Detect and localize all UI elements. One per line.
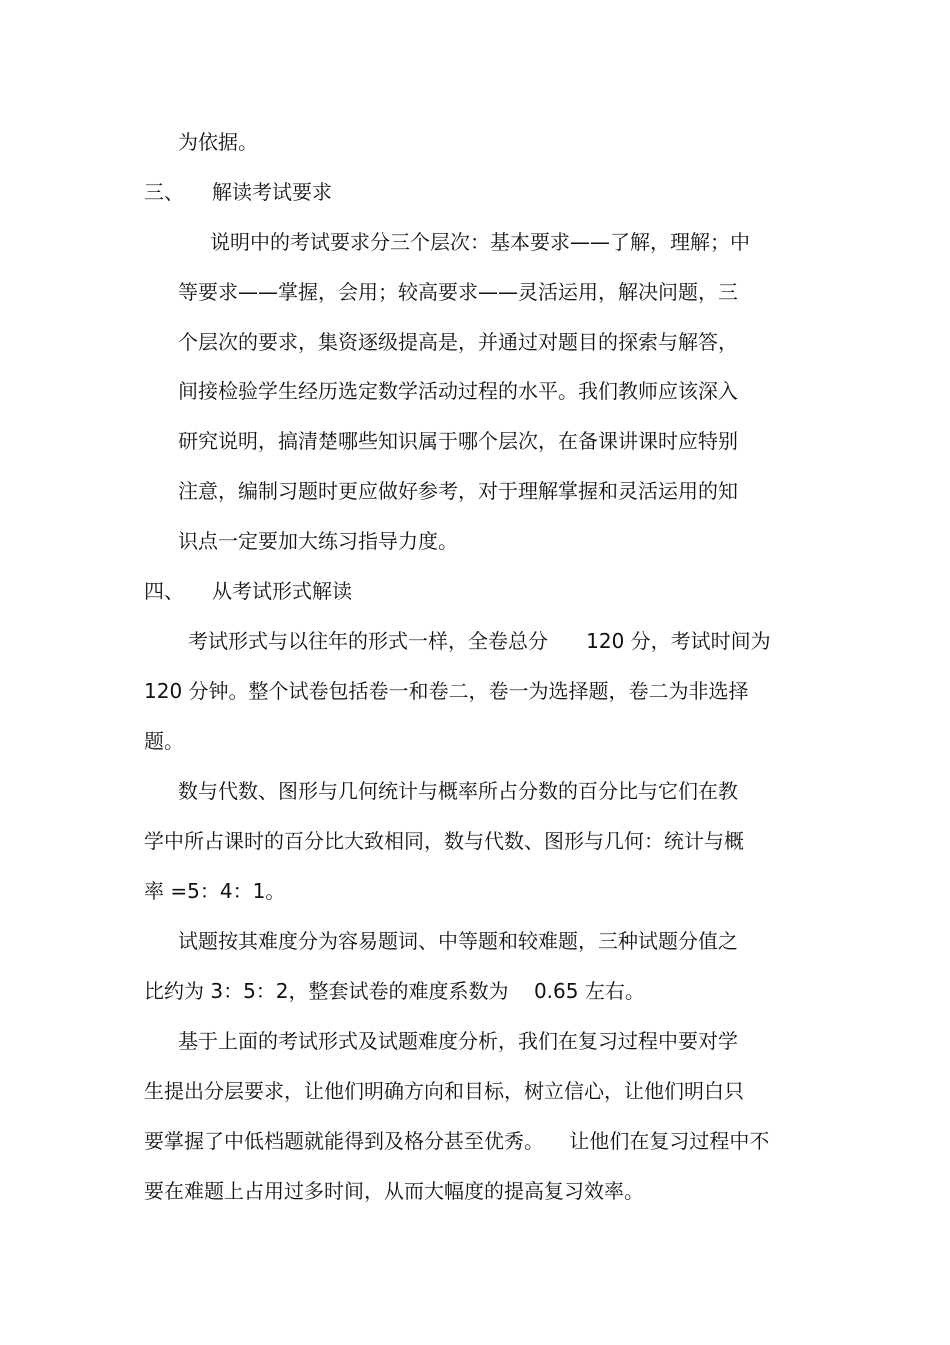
section-title: 从考试形式解读	[212, 579, 352, 603]
text-line: 率 =5：4：1。	[144, 879, 286, 903]
text-line: 要掌握了中低档题就能得到及格分甚至优秀。 让他们在复习过程中不	[144, 1129, 770, 1153]
text-line: 为依据。	[178, 130, 258, 154]
text-line: 识点一定要加大练习指导力度。	[178, 529, 458, 553]
section-number: 四、	[144, 579, 184, 603]
section-heading	[144, 577, 352, 689]
text-line: 研究说明，搞清楚哪些知识属于哪个层次，在备课讲课时应特别	[178, 429, 738, 453]
text-line: 基于上面的考试形式及试题难度分析，我们在复习过程中要对学	[178, 1029, 738, 1053]
section-title: 解读考试要求	[212, 180, 332, 204]
text-line: 数与代数、图形与几何统计与概率所占分数的百分比与它们在教	[178, 779, 738, 803]
text-line: 等要求——掌握，会用；较高要求——灵活运用，解决问题，三	[178, 280, 738, 304]
text-line: 比约为 3：5：2，整套试卷的难度系数为 0.65 左右。	[144, 979, 645, 1003]
section-number: 三、	[144, 180, 184, 204]
text-line: 题。	[144, 729, 184, 753]
text-line: 考试形式与以往年的形式一样，全卷总分 120 分，考试时间为	[188, 629, 771, 653]
text-line: 间接检验学生经历选定数学活动过程的水平。我们教师应该深入	[178, 379, 738, 403]
text-line: 试题按其难度分为容易题词、中等题和较难题，三种试题分值之	[178, 929, 738, 953]
text-line: 要在难题上占用过多时间，从而大幅度的提高复习效率。	[144, 1179, 644, 1203]
text-line: 学中所占课时的百分比大致相同，数与代数、图形与几何：统计与概	[144, 829, 744, 853]
text-line: 注意，编制习题时更应做好参考，对于理解掌握和灵活运用的知	[178, 479, 738, 503]
text-line: 生提出分层要求，让他们明确方向和目标，树立信心，让他们明白只	[144, 1079, 744, 1103]
text-line: 个层次的要求，集资逐级提高是，并通过对题目的探索与解答，	[178, 330, 738, 354]
section-heading	[144, 178, 332, 290]
text-line: 说明中的考试要求分三个层次：基本要求——了解，理解；中	[210, 230, 750, 254]
text-line: 120 分钟。整个试卷包括卷一和卷二，卷一为选择题，卷二为非选择	[144, 679, 749, 703]
